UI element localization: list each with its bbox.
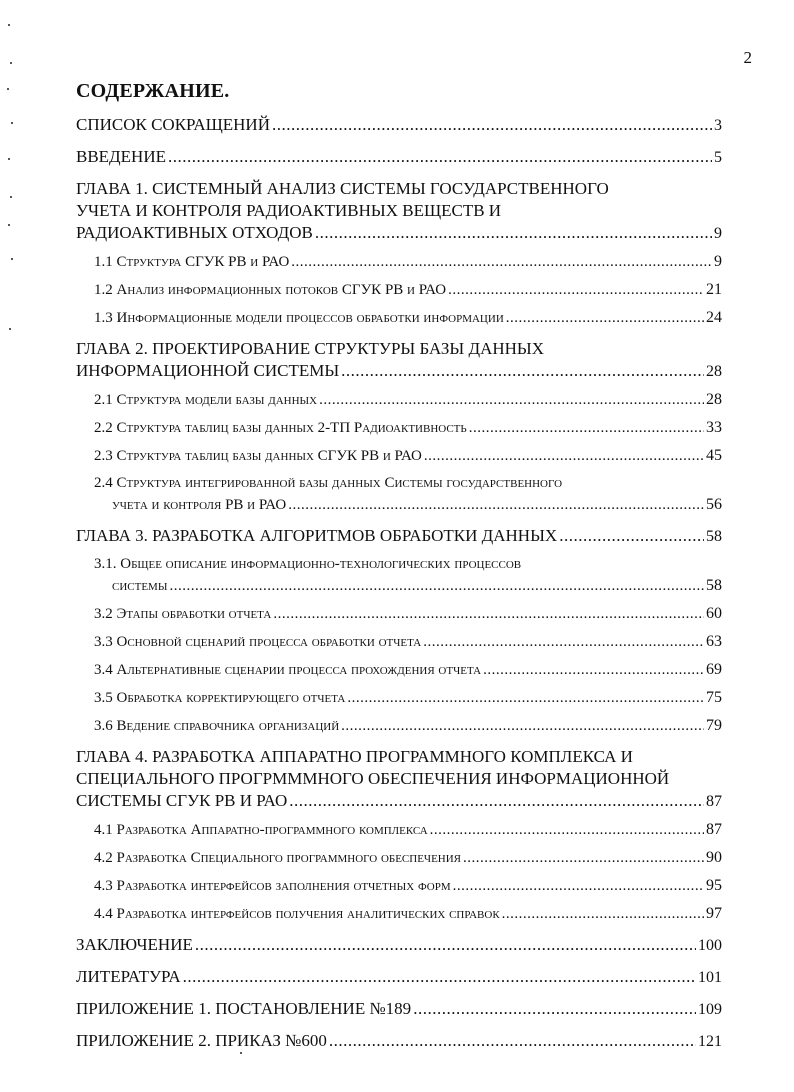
- toc-entry: [76, 966, 722, 989]
- dot-leader: [183, 966, 696, 988]
- toc-subentry: [76, 687, 722, 709]
- toc-entry-title: 4.4 Разработка интерфейсов получения аналитических справок: [94, 906, 500, 922]
- toc-entry-title-line: РАДИОАКТИВНЫХ ОТХОДОВ: [76, 223, 313, 242]
- toc-page-number: 58: [706, 528, 722, 545]
- page-title: СОДЕРЖАНИЕ.: [76, 80, 230, 102]
- toc-entry-title-line: ГЛАВА 4. РАЗРАБОТКА АППАРАТНО ПРОГРАММНОГО КОМПЛЕКСА И: [76, 747, 633, 766]
- toc-entry-title: 2.2 Структура таблиц базы данных 2-ТП Радиоактивность: [94, 420, 467, 436]
- toc-entry-title-line: СПЕЦИАЛЬНОГО ПРОГРМММНОГО ОБЕСПЕЧЕНИЯ ИНФОРМАЦИОННОЙ: [76, 769, 670, 788]
- toc-entry-title: 1.1 Структура СГУК РВ и РАО: [94, 254, 290, 270]
- dot-leader: [469, 418, 704, 439]
- toc-entry: [76, 146, 722, 169]
- toc-entry-title: ПРИЛОЖЕНИЕ 1. ПОСТАНОВЛЕНИЕ №189: [76, 999, 412, 1018]
- toc-page-number: 56: [706, 496, 722, 513]
- dot-leader: [347, 688, 704, 709]
- toc-page-number: 87: [706, 821, 722, 838]
- toc-page-number: 121: [698, 1033, 722, 1050]
- dot-leader: [315, 222, 712, 244]
- toc-entry-title: СПИСОК СОКРАЩЕНИЙ: [76, 115, 270, 134]
- dot-leader: [169, 576, 704, 597]
- toc-page-number: 33: [706, 419, 722, 436]
- toc-entry-title: 4.2 Разработка Специального программного обеспечения: [94, 850, 462, 866]
- dot-leader: [483, 660, 704, 681]
- dot-leader: [463, 848, 704, 869]
- toc-entry-title: ЗАКЛЮЧЕНИЕ: [76, 935, 193, 954]
- dot-leader: [341, 716, 704, 737]
- toc-entry-title: 2.1 Структура модели базы данных: [94, 392, 318, 408]
- dot-leader: [329, 1030, 696, 1052]
- page-number: 2: [743, 48, 752, 67]
- toc-subentry: [76, 417, 722, 439]
- dot-leader: [341, 360, 704, 382]
- toc-entry: [76, 998, 722, 1021]
- toc-entry: [76, 114, 722, 137]
- toc-entry-title-line: ГЛАВА 3. РАЗРАБОТКА АЛГОРИТМОВ ОБРАБОТКИ ДАННЫХ: [76, 526, 558, 545]
- toc-subentry: [76, 473, 722, 516]
- scan-artifacts: [2, 10, 16, 370]
- toc-page-number: 97: [706, 905, 722, 922]
- dot-leader: [168, 146, 712, 168]
- toc-subentry: [76, 554, 722, 597]
- toc-page-number: 5: [714, 149, 722, 166]
- toc-page-number: 69: [706, 661, 722, 678]
- toc-entry: [76, 934, 722, 957]
- toc-entry-title: ПРИЛОЖЕНИЕ 2. ПРИКАЗ №600: [76, 1031, 327, 1050]
- toc-page-number: 28: [706, 363, 722, 380]
- toc-entry-title-line: ГЛАВА 2. ПРОЕКТИРОВАНИЕ СТРУКТУРЫ БАЗЫ ДАННЫХ: [76, 339, 545, 358]
- toc-subentry: [76, 715, 722, 737]
- toc-subentry: [76, 631, 722, 653]
- dot-leader: [448, 280, 704, 301]
- toc-chapter: [76, 746, 722, 813]
- toc-entry-title: 3.6 Ведение справочника организаций: [94, 718, 340, 734]
- toc-entry-title: 1.3 Информационные модели процессов обработки информации: [94, 310, 504, 326]
- toc-entry-title-line: УЧЕТА И КОНТРОЛЯ РАДИОАКТИВНЫХ ВЕЩЕСТВ И: [76, 201, 502, 220]
- toc-entry-title-line: 2.4 Структура интегрированной базы данных Системы государственного: [94, 475, 563, 491]
- toc-entry: [76, 1030, 722, 1053]
- toc-page-number: 28: [706, 391, 722, 408]
- toc-page-number: 95: [706, 877, 722, 894]
- toc-subentry: [76, 847, 722, 869]
- toc-entry-title: 3.4 Альтернативные сценарии процесса прохождения отчета: [94, 662, 482, 678]
- toc-page-number: 58: [706, 577, 722, 594]
- toc-page-number: 60: [706, 605, 722, 622]
- dot-leader: [430, 820, 704, 841]
- toc-chapter: [76, 338, 722, 383]
- dot-leader: [272, 114, 712, 136]
- toc-subentry: [76, 307, 722, 329]
- toc-page-number: 45: [706, 447, 722, 464]
- dot-leader: [319, 390, 704, 411]
- toc-entry-title: ЛИТЕРАТУРА: [76, 967, 181, 986]
- toc-entry-title-line: ИНФОРМАЦИОННОЙ СИСТЕМЫ: [76, 361, 340, 380]
- toc-entry-title: 3.2 Этапы обработки отчета: [94, 606, 272, 622]
- dot-leader: [289, 790, 704, 812]
- dot-leader: [423, 632, 704, 653]
- toc-entry-title: ВВЕДЕНИЕ: [76, 147, 166, 166]
- toc-entry-title-line: ГЛАВА 1. СИСТЕМНЫЙ АНАЛИЗ СИСТЕМЫ ГОСУДАРСТВЕННОГО: [76, 179, 609, 198]
- toc-subentry: [76, 389, 722, 411]
- toc-entry-title-line: учета и контроля РВ и РАО: [112, 497, 287, 513]
- toc-page-number: 3: [714, 117, 722, 134]
- dot-leader: [559, 525, 704, 547]
- toc-page-number: 9: [714, 225, 722, 242]
- toc-page-number: 63: [706, 633, 722, 650]
- toc-page-number: 9: [714, 253, 722, 270]
- toc-chapter: [76, 178, 722, 245]
- toc-entry-title-line: системы: [112, 578, 168, 594]
- toc-page-number: 101: [698, 969, 722, 986]
- toc-entry-title: 1.2 Анализ информационных потоков СГУК РВ и РАО: [94, 282, 447, 298]
- toc-entry-title: 2.3 Структура таблиц базы данных СГУК РВ и РАО: [94, 448, 422, 464]
- toc-subentry: [76, 659, 722, 681]
- toc-page-number: 21: [706, 281, 722, 298]
- toc-entry-title: 3.3 Основной сценарий процесса обработки отчета: [94, 634, 422, 650]
- toc-page-number: 24: [706, 309, 722, 326]
- dot-leader: [273, 604, 704, 625]
- toc-entry-title: 4.3 Разработка интерфейсов заполнения отчетных форм: [94, 878, 451, 894]
- toc-subentry: [76, 251, 722, 273]
- toc-page-number: 87: [706, 793, 722, 810]
- toc-chapter: [76, 525, 722, 548]
- toc-subentry: [76, 445, 722, 467]
- dot-leader: [195, 934, 696, 956]
- scan-artifact-dot: [240, 1052, 242, 1054]
- toc-page-number: 79: [706, 717, 722, 734]
- toc-subentry: [76, 819, 722, 841]
- toc-subentry: [76, 875, 722, 897]
- dot-leader: [453, 876, 704, 897]
- dot-leader: [291, 252, 712, 273]
- toc-entry-title: 3.5 Обработка корректирующего отчета: [94, 690, 346, 706]
- dot-leader: [413, 998, 696, 1020]
- dot-leader: [506, 308, 704, 329]
- toc-subentry: [76, 603, 722, 625]
- toc-page-number: 100: [698, 937, 722, 954]
- dot-leader: [424, 446, 704, 467]
- toc-entry-title-line: 3.1. Общее описание информационно-технологических процессов: [94, 556, 522, 572]
- toc-entry-title: 4.1 Разработка Аппаратно-программного комплекса: [94, 822, 428, 838]
- table-of-contents: [76, 114, 722, 1053]
- dot-leader: [288, 495, 704, 516]
- dot-leader: [502, 904, 704, 925]
- toc-entry-title-line: СИСТЕМЫ СГУК РВ И РАО: [76, 791, 288, 810]
- toc-page-number: 90: [706, 849, 722, 866]
- toc-page-number: 75: [706, 689, 722, 706]
- toc-subentry: [76, 279, 722, 301]
- toc-subentry: [76, 903, 722, 925]
- toc-page-number: 109: [698, 1001, 722, 1018]
